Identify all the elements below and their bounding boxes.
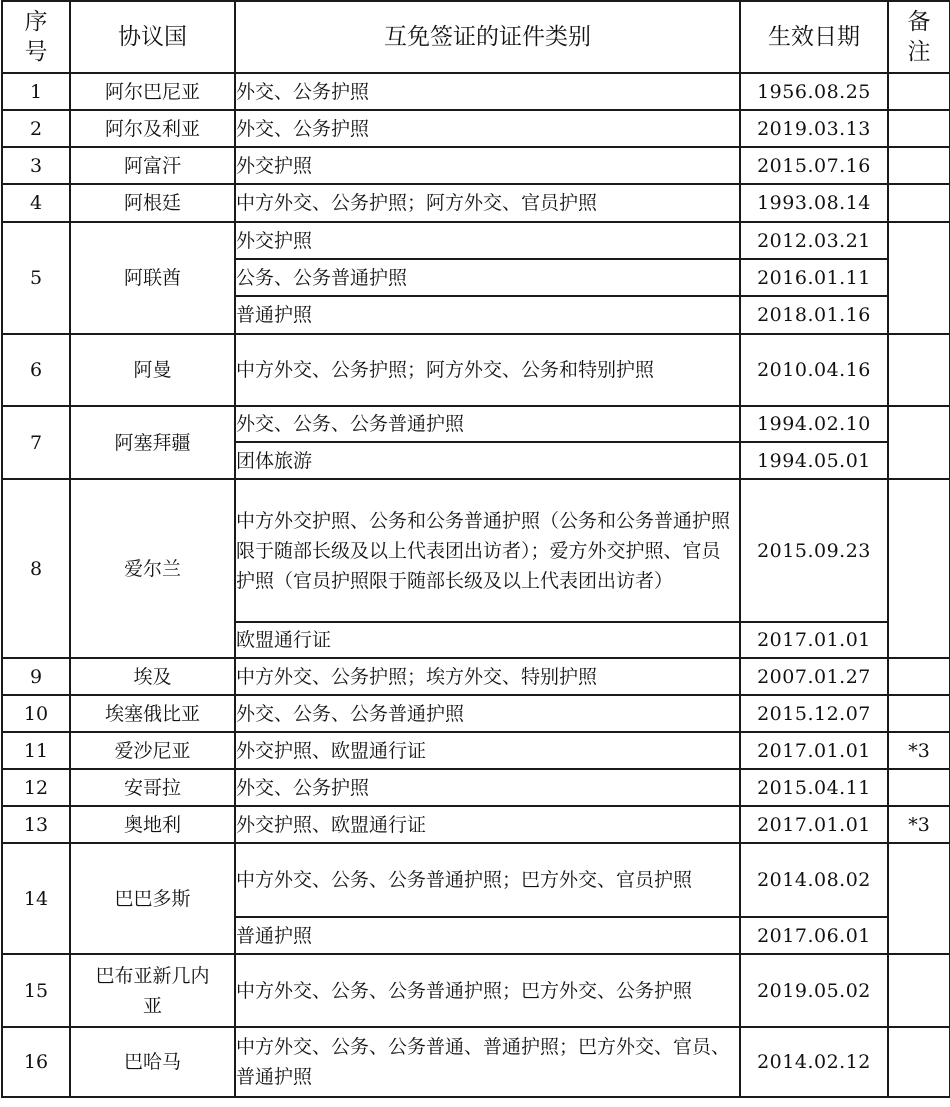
doc-type: 普通护照 xyxy=(235,917,740,954)
country-name: 埃塞俄比亚 xyxy=(70,695,235,732)
country-name: 阿富汗 xyxy=(70,147,235,184)
note xyxy=(888,695,950,732)
row-number: 5 xyxy=(2,222,70,334)
effective-date: 1994.05.01 xyxy=(740,442,888,479)
header-country: 协议国 xyxy=(70,1,235,73)
note xyxy=(888,658,950,695)
table-row xyxy=(2,1027,950,1097)
row-number: 7 xyxy=(2,406,70,479)
country-name: 巴哈马 xyxy=(70,1027,235,1097)
row-number: 8 xyxy=(2,479,70,658)
row-number: 10 xyxy=(2,695,70,732)
table-row xyxy=(2,732,950,769)
effective-date: 2017.01.01 xyxy=(740,732,888,769)
row-number: 16 xyxy=(2,1027,70,1097)
note xyxy=(888,110,950,147)
country-name: 安哥拉 xyxy=(70,769,235,806)
doc-type: 外交、公务护照 xyxy=(235,73,740,110)
header-effective-date: 生效日期 xyxy=(740,1,888,73)
doc-type: 外交、公务护照 xyxy=(235,769,740,806)
doc-type: 中方外交、公务、公务普通护照；巴方外交、公务护照 xyxy=(235,954,740,1027)
note xyxy=(888,406,950,479)
doc-type: 外交护照、欧盟通行证 xyxy=(235,732,740,769)
note xyxy=(888,147,950,184)
note xyxy=(888,222,950,334)
table-row xyxy=(2,806,950,843)
row-number: 9 xyxy=(2,658,70,695)
doc-type: 外交护照 xyxy=(235,222,740,259)
row-number: 2 xyxy=(2,110,70,147)
row-number: 6 xyxy=(2,334,70,406)
effective-date: 2017.06.01 xyxy=(740,917,888,954)
country-name: 阿塞拜疆 xyxy=(70,406,235,479)
table-row xyxy=(2,769,950,806)
row-number: 4 xyxy=(2,184,70,222)
doc-type: 外交护照、欧盟通行证 xyxy=(235,806,740,843)
effective-date: 2018.01.16 xyxy=(740,296,888,334)
country-name: 阿曼 xyxy=(70,334,235,406)
doc-type: 外交护照 xyxy=(235,147,740,184)
row-number: 14 xyxy=(2,843,70,954)
doc-type: 外交、公务护照 xyxy=(235,110,740,147)
note xyxy=(888,73,950,110)
effective-date: 2016.01.11 xyxy=(740,259,888,296)
effective-date: 2015.12.07 xyxy=(740,695,888,732)
note: *3 xyxy=(888,806,950,843)
country-name: 阿尔及利亚 xyxy=(70,110,235,147)
table-row xyxy=(2,184,950,222)
effective-date: 2019.05.02 xyxy=(740,954,888,1027)
doc-type: 公务、公务普通护照 xyxy=(235,259,740,296)
doc-type: 中方外交、公务护照；埃方外交、特别护照 xyxy=(235,658,740,695)
effective-date: 2019.03.13 xyxy=(740,110,888,147)
row-number: 1 xyxy=(2,73,70,110)
visa-exemption-table xyxy=(1,0,950,1098)
effective-date: 2015.04.11 xyxy=(740,769,888,806)
country-name xyxy=(70,954,235,1027)
table-row xyxy=(2,222,950,259)
effective-date: 2015.07.16 xyxy=(740,147,888,184)
row-number: 15 xyxy=(2,954,70,1027)
effective-date: 2017.01.01 xyxy=(740,622,888,658)
country-name: 阿尔巴尼亚 xyxy=(70,73,235,110)
effective-date: 1994.02.10 xyxy=(740,406,888,442)
row-number: 12 xyxy=(2,769,70,806)
doc-type: 团体旅游 xyxy=(235,442,740,479)
table-row xyxy=(2,695,950,732)
table-row xyxy=(2,658,950,695)
country-name: 爱尔兰 xyxy=(70,479,235,658)
header-note: 备注 xyxy=(888,1,950,73)
note xyxy=(888,954,950,1027)
effective-date: 2012.03.21 xyxy=(740,222,888,259)
note xyxy=(888,334,950,406)
table-header-row xyxy=(2,1,950,73)
header-no: 序号 xyxy=(2,1,70,73)
doc-type: 中方外交护照、公务和公务普通护照（公务和公务普通护照限于随部长级及以上代表团出访者）；爱方外交护照、官员护照（官员护照限于随部长级及以上代表团出访者） xyxy=(235,479,740,622)
country-name: 爱沙尼亚 xyxy=(70,732,235,769)
note xyxy=(888,479,950,658)
effective-date: 2007.01.27 xyxy=(740,658,888,695)
doc-type: 中方外交、公务、公务普通、普通护照；巴方外交、官员、普通护照 xyxy=(235,1027,740,1097)
effective-date: 2017.01.01 xyxy=(740,806,888,843)
table-row xyxy=(2,334,950,406)
table-row xyxy=(2,147,950,184)
table-row xyxy=(2,110,950,147)
row-number: 13 xyxy=(2,806,70,843)
effective-date: 2014.02.12 xyxy=(740,1027,888,1097)
doc-type: 中方外交、公务、公务普通护照；巴方外交、官员护照 xyxy=(235,843,740,917)
row-number: 11 xyxy=(2,732,70,769)
effective-date: 1993.08.14 xyxy=(740,184,888,222)
row-number: 3 xyxy=(2,147,70,184)
doc-type: 欧盟通行证 xyxy=(235,622,740,658)
country-name: 埃及 xyxy=(70,658,235,695)
table-row xyxy=(2,479,950,622)
note xyxy=(888,769,950,806)
table-row xyxy=(2,406,950,442)
effective-date: 1956.08.25 xyxy=(740,73,888,110)
doc-type: 外交、公务、公务普通护照 xyxy=(235,406,740,442)
table-row xyxy=(2,954,950,1027)
note: *3 xyxy=(888,732,950,769)
country-name: 奥地利 xyxy=(70,806,235,843)
doc-type: 中方外交、公务护照；阿方外交、官员护照 xyxy=(235,184,740,222)
header-doc-type: 互免签证的证件类别 xyxy=(235,1,740,73)
note xyxy=(888,184,950,222)
country-name: 阿联酋 xyxy=(70,222,235,334)
effective-date: 2015.09.23 xyxy=(740,479,888,622)
doc-type: 外交、公务、公务普通护照 xyxy=(235,695,740,732)
effective-date: 2010.04.16 xyxy=(740,334,888,406)
table-row xyxy=(2,843,950,917)
note xyxy=(888,1027,950,1097)
note xyxy=(888,843,950,954)
doc-type: 中方外交、公务护照；阿方外交、公务和特别护照 xyxy=(235,334,740,406)
country-name-text: 巴布亚新几内亚 xyxy=(95,964,210,1017)
table-row xyxy=(2,73,950,110)
doc-type: 普通护照 xyxy=(235,296,740,334)
country-name: 巴巴多斯 xyxy=(70,843,235,954)
country-name: 阿根廷 xyxy=(70,184,235,222)
effective-date: 2014.08.02 xyxy=(740,843,888,917)
